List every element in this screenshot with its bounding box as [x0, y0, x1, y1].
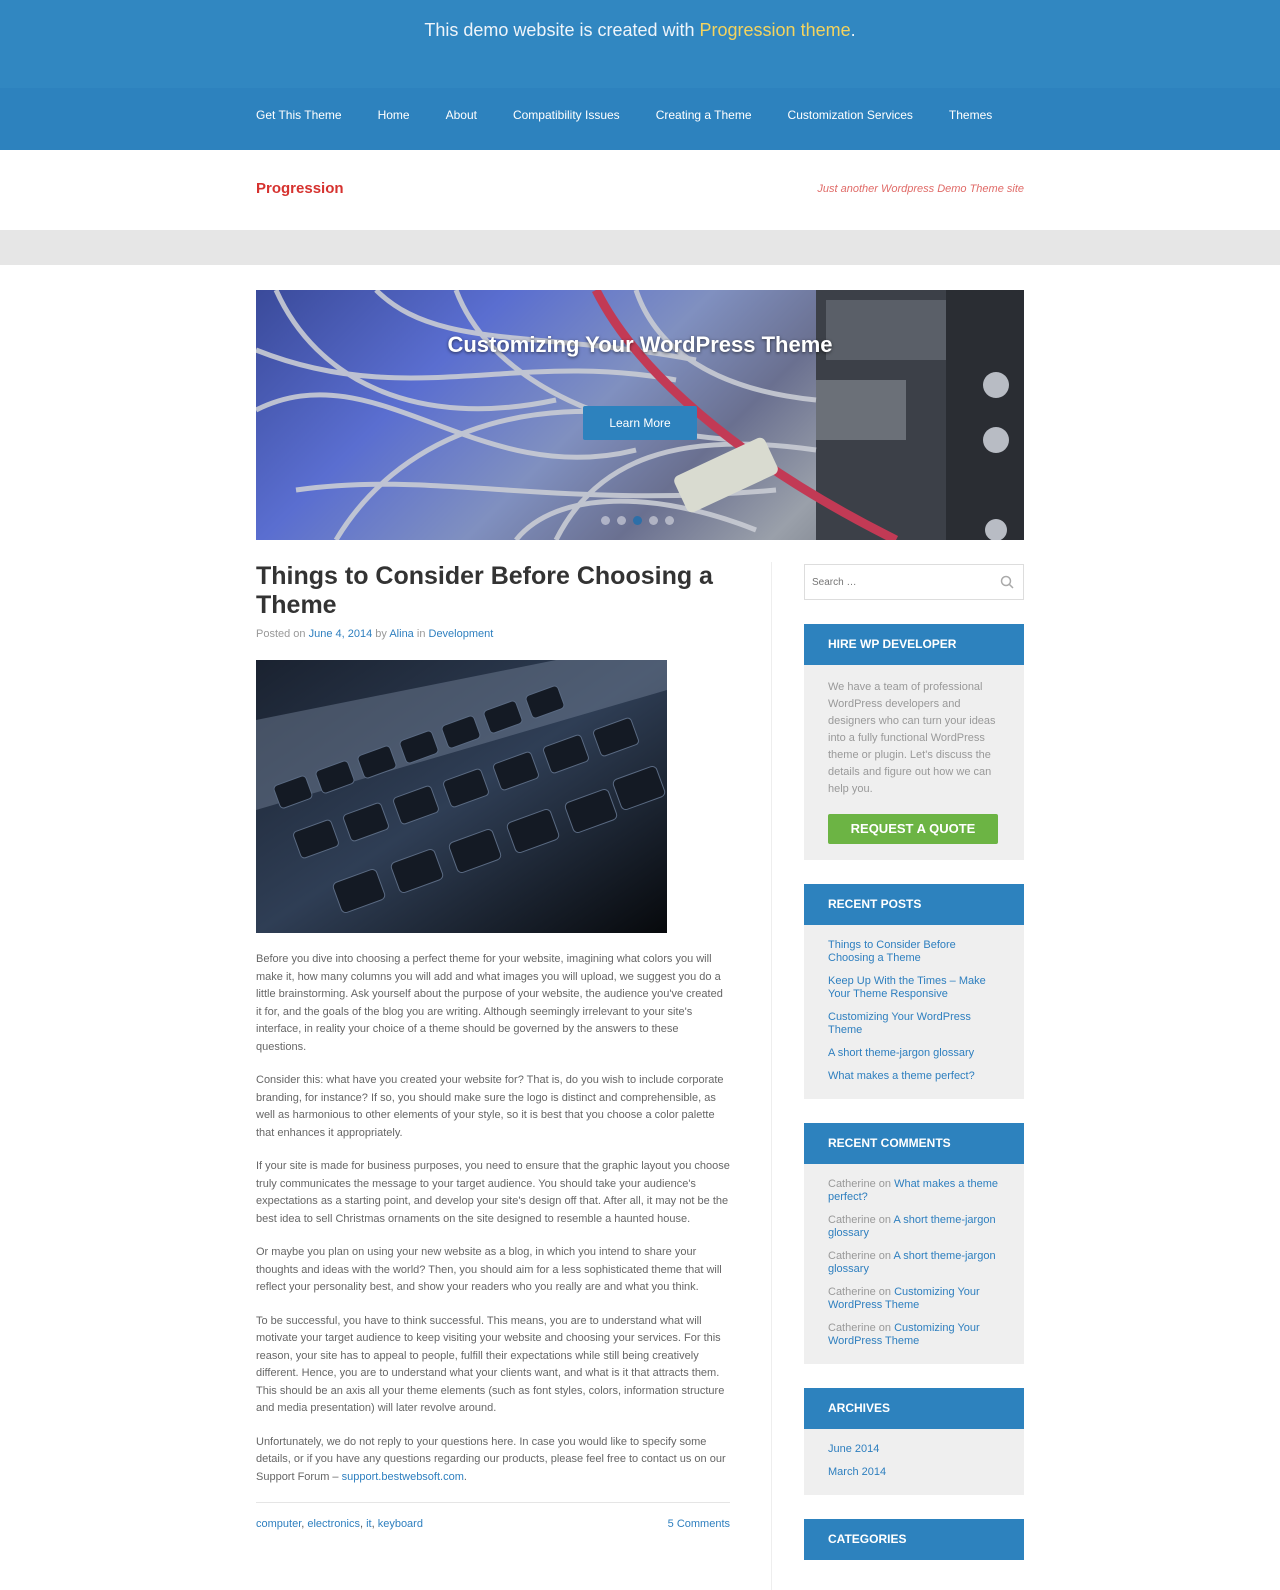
list-item [828, 1011, 1000, 1037]
slider-dot-4[interactable] [649, 516, 658, 525]
archive-link-march-2014[interactable]: March 2014 [828, 1466, 887, 1478]
search-input[interactable] [805, 565, 985, 599]
post-article [256, 562, 730, 1530]
archives-list [828, 1443, 1000, 1479]
post-title: Things to Consider Before Choosing a Theme [256, 562, 713, 619]
hire-developer-text: We have a team of professional WordPress developers and designers who can turn your ideas into a fully functional WordPress theme or plugin. Let's discuss the details and figure out how we can help you. [828, 681, 996, 795]
post-meta [256, 628, 730, 640]
search-form [804, 564, 1024, 600]
comment-author: Catherine [828, 1214, 876, 1226]
list-item [828, 1322, 1000, 1348]
hire-developer-body [804, 665, 1024, 860]
demo-message-text: This demo website is created with [424, 20, 700, 40]
top-bar [0, 0, 1280, 150]
post-paragraph-3: If your site is made for business purposes, you need to ensure that the graphic layout you choose truly communicates the message to your target audience. You should take your audience's expectations as a starting point, and develop your site's design off that. After all, it may not be the best idea to sell Christmas ornaments on the site designed to resemble a haunted house. [256, 1160, 730, 1225]
featured-image-keyboard [256, 660, 667, 933]
comment-author: Catherine [828, 1286, 876, 1298]
keyboard-illustration [256, 660, 667, 933]
list-item [828, 939, 1000, 965]
recent-posts-list [828, 939, 1000, 1083]
slider-dot-2[interactable] [617, 516, 626, 525]
comment-on-label: on [875, 1250, 894, 1262]
archives-widget [804, 1388, 1024, 1495]
comment-on-label: on [875, 1322, 895, 1334]
comment-author: Catherine [828, 1178, 876, 1190]
hire-developer-widget [804, 624, 1024, 860]
nav-item-get-this-theme[interactable]: Get This Theme [256, 108, 342, 122]
comment-author: Catherine [828, 1250, 876, 1262]
demo-banner [0, 0, 1280, 88]
comments-link[interactable]: 5 Comments [667, 1518, 730, 1530]
post-tags: computer, electronics, it, keyboard [256, 1518, 423, 1530]
recent-comments-widget [804, 1123, 1024, 1364]
progression-theme-link[interactable]: Progression theme [699, 20, 851, 40]
categories-widget [804, 1519, 1024, 1560]
list-item [828, 1250, 1000, 1276]
comment-author: Catherine [828, 1322, 876, 1334]
recent-posts-widget [804, 884, 1024, 1099]
nav-item-compatibility-issues[interactable]: Compatibility Issues [512, 108, 620, 122]
recent-post-link-5[interactable]: What makes a theme perfect? [828, 1070, 975, 1082]
list-item [828, 1466, 1000, 1479]
main-nav [256, 108, 1028, 122]
by-label: by [372, 628, 390, 640]
recent-post-link-4[interactable]: A short theme-jargon glossary [828, 1047, 975, 1059]
comment-on-label: on [875, 1178, 895, 1190]
post-date-link[interactable]: June 4, 2014 [308, 628, 373, 640]
post-paragraph-6-text: Unfortunately, we do not reply to your questions here. In case you would like to specify some details, or if you have any questions regarding our products, please feel free to contact us on our Support Forum – [256, 1435, 726, 1483]
nav-item-customization-services[interactable]: Customization Services [787, 108, 913, 122]
slider-pagination [601, 516, 674, 525]
list-item [828, 1214, 1000, 1240]
slider-dot-5[interactable] [665, 516, 674, 525]
in-label: in [413, 628, 429, 640]
list-item [828, 1286, 1000, 1312]
hire-developer-title: HIRE WP DEVELOPER [804, 624, 1024, 665]
recent-post-link-2[interactable]: Keep Up With the Times – Make Your Theme Responsive [828, 975, 986, 1000]
post-paragraph-5: To be successful, you have to think successful. This means, you are to understand what will motivate your target audience to keep visiting your website and choosing your services. For this reason, your site has to appeal to people, fulfill their expectations while still being creatively different. Hence, you are to understand what your clients want, and what is it that attracts them. This should be an axis all your theme elements (such as font styles, colors, information structure and media presentation) will later revolve around. [256, 1314, 725, 1414]
site-title[interactable]: Progression [256, 180, 344, 197]
site-header [0, 150, 1280, 230]
request-quote-button[interactable]: REQUEST A QUOTE [828, 814, 998, 844]
post-paragraph-2: Consider this: what have you created your website for? That is, do you wish to include corporate branding, for instance? If so, you should make sure the logo is distinct and comprehensible, as well as harmonious to other elements of your style, so it is best that you choose a color palette that enhances it appropriately. [256, 1074, 724, 1139]
comment-post-link-4[interactable]: Customizing Your WordPress Theme [828, 1286, 980, 1311]
content-divider [771, 562, 772, 1590]
comment-post-link-1[interactable]: What makes a theme perfect? [828, 1178, 998, 1203]
learn-more-button[interactable]: Learn More [583, 406, 697, 440]
categories-title: CATEGORIES [804, 1519, 1024, 1560]
sidebar [804, 564, 1024, 1560]
slider-dot-3[interactable] [633, 516, 642, 525]
recent-post-link-1[interactable]: Things to Consider Before Choosing a Theme [828, 939, 956, 964]
posted-on-label: Posted on [256, 628, 309, 640]
archives-body [804, 1429, 1024, 1495]
post-paragraph-4: Or maybe you plan on using your new website as a blog, in which you intend to share your thoughts and ideas with the world? Then, you should aim for a less sophisticated theme that will reflect your personality best, and show your readers who you really are and what you think. [256, 1246, 722, 1293]
recent-comments-list [828, 1178, 1000, 1348]
search-icon[interactable] [1000, 575, 1014, 589]
post-paragraph-1: Before you dive into choosing a perfect theme for your website, imagining what colors you will make it, how many columns you will add and what images you will upload, we suggest you do a little brainstorming. Ask yourself about the purpose of your website, the audience you've created it for, and the goals of the blog you are writing. Although seemingly irrelevant to your site's interface, in reality your choice of a theme should be governed by the answers to these questions. [256, 953, 723, 1053]
tag-link-computer[interactable]: computer [256, 1518, 302, 1530]
tag-link-it[interactable]: it [366, 1518, 372, 1530]
demo-message [0, 20, 1280, 41]
nav-item-home[interactable]: Home [377, 108, 410, 122]
list-item [828, 1443, 1000, 1456]
archive-link-june-2014[interactable]: June 2014 [828, 1443, 880, 1455]
tag-link-electronics[interactable]: electronics [307, 1518, 360, 1530]
list-item [828, 1070, 1000, 1083]
recent-post-link-3[interactable]: Customizing Your WordPress Theme [828, 1011, 971, 1036]
post-category-link[interactable]: Development [428, 628, 494, 640]
list-item [828, 1047, 1000, 1060]
recent-posts-body [804, 925, 1024, 1099]
nav-item-themes[interactable]: Themes [948, 108, 993, 122]
comment-post-link-2[interactable]: A short theme-jargon glossary [828, 1214, 996, 1239]
hero-slider[interactable] [256, 290, 1024, 540]
archives-title: ARCHIVES [804, 1388, 1024, 1429]
post-paragraph-6 [256, 1434, 730, 1487]
comment-on-label: on [875, 1214, 894, 1226]
comment-post-link-5[interactable]: Customizing Your WordPress Theme [828, 1322, 980, 1347]
list-item [828, 975, 1000, 1001]
tag-link-keyboard[interactable]: keyboard [377, 1518, 423, 1530]
nav-item-creating-a-theme[interactable]: Creating a Theme [655, 108, 752, 122]
list-item [828, 1178, 1000, 1204]
post-author-link[interactable]: Alina [389, 628, 414, 640]
recent-posts-title: RECENT POSTS [804, 884, 1024, 925]
support-forum-link[interactable]: support.bestwebsoft.com [341, 1470, 464, 1483]
slider-dot-1[interactable] [601, 516, 610, 525]
slide-title: Customizing Your WordPress Theme [447, 332, 833, 357]
comment-post-link-3[interactable]: A short theme-jargon glossary [828, 1250, 996, 1275]
comment-on-label: on [875, 1286, 895, 1298]
post-paragraph-6-end: . [463, 1470, 467, 1483]
recent-comments-body [804, 1164, 1024, 1364]
recent-comments-title: RECENT COMMENTS [804, 1123, 1024, 1164]
nav-item-about[interactable]: About [445, 108, 477, 122]
header-divider-band [0, 230, 1280, 265]
demo-message-end: . [850, 20, 856, 40]
site-tagline: Just another Wordpress Demo Theme site [817, 183, 1024, 195]
post-content [256, 951, 730, 1486]
post-footer [256, 1502, 730, 1530]
